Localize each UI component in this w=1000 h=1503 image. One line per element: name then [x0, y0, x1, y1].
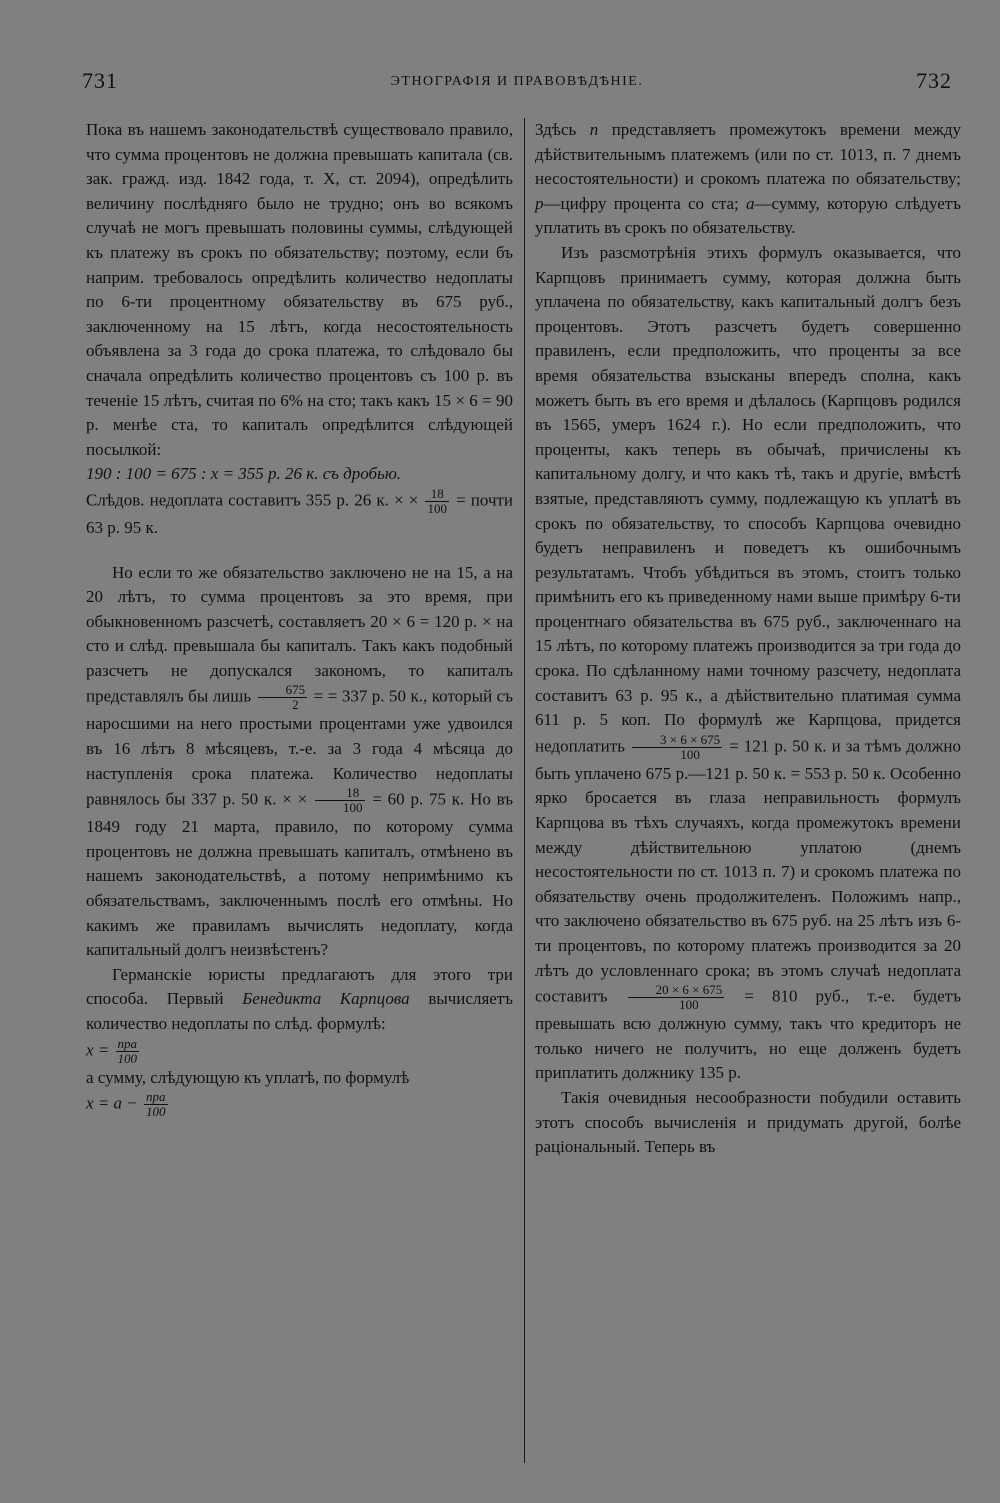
fraction-20x6x675: $\frac{20 \times 6 \times 675}{100}$ — [628, 983, 725, 1012]
right-paragraph-3: Такія очевидныя несообразности побудили оставить этотъ способъ вычисленія и придумать другой, болѣе раціональный. Теперь въ — [535, 1087, 961, 1157]
left-paragraph-1: Пока въ нашемъ законодательствѣ существовало правило, что сумма процентовъ не должна превышать капитала (св. зак. гражд. изд. 1842 года, т. X, ст. 2094), опредѣлить величину послѣдняго было не трудно; онъ во всякомъ случаѣ не могъ превышать половины суммы, слѣдующей къ платежу въ срокъ по обязательству; поэтому, если бъ наприм. требовалось опредѣлить количество недоплаты по 6-ти процентному обязательству въ 675 руб., заключенному на 15 лѣтъ, когда несостоятельность объявлена за 3 года до срока платежа, то слѣдовало бы сначала опредѣлить количество процентовъ съ 100 р. въ теченіе 15 лѣтъ, считая по 6% на сто; такъ какъ 15 × 6 = 90 р. менѣе ста, то капиталъ опредѣлится слѣдующей посылкой: — [86, 120, 513, 459]
fraction-18-100: $\frac{18}{100}$ — [427, 485, 447, 516]
fraction-675-2: $\frac{675}{2}$ — [258, 683, 308, 712]
left-paragraph-2: Слѣдов. недоплата составитъ 355 р. 26 к. × × $\frac{18}{100}$ = почти 63 р. 95 к. — [86, 485, 514, 537]
column-divider — [524, 118, 525, 1463]
left-column — [86, 118, 513, 1119]
page-number-left: 731 — [82, 68, 118, 93]
author-name: Бенедикта Карпцова — [242, 989, 410, 1009]
right-paragraph-1: Здѣсь n представляетъ промежутокъ времени между дѣйствительнымъ платежемъ (или по ст. 1013, п. 7 днемъ несостоятельности) и срокомъ платежа по обязательству; p—цифру процента со ста; a—сумму, которую слѣдуетъ уплатить въ срокъ по обязательству. — [535, 120, 962, 238]
fraction-3x6x675: $\frac{3 \times 6 \times 675}{100}$ — [632, 733, 722, 762]
left-paragraph-5: а сумму, слѣдующую къ уплатѣ, по формулѣ — [86, 1067, 410, 1087]
right-column — [535, 118, 961, 1160]
right-paragraph-2: Изъ разсмотрѣнія этихъ формулъ оказывается, что Карпцовъ принимаетъ сумму, которая должна быть уплачена по обязательству, какъ капитальный долгъ безъ процентовъ. Этотъ разсчетъ будетъ совершенно правиленъ, если предположить, что проценты за все время обязательства взысканы впередъ сполна, какъ можетъ быть въ его время и дѣлалось (Карпцовъ родился въ 1565, умеръ 1624 г.). Но если предположить, что проценты, какъ теперь въ обычаѣ, причислены къ капитальному долгу, и что какъ тѣ, такъ и другіе, вмѣстѣ взятые, представляютъ сумму, подлежащую къ уплатѣ въ срокъ по обязательству, то способъ Карпцова очевидно будетъ неправиленъ и поведетъ къ ошибочнымъ результатамъ. Чтобъ убѣдиться въ этомъ, стоитъ только примѣнить его къ приведенному нами выше примѣру 6-ти процентнаго обязательства въ 675 руб., заключеннаго на 15 лѣтъ, по которому платежъ производится за три года до срока. По сдѣланному нами точному разсчету, недоплата составитъ 63 р. 95 к., а дѣйствительно платимая сумма 611 р. 5 коп. По формулѣ же Карпцова, придется недоплатить $\frac{3 \times 6 \times 675}{100}$ = 121 р. 50 к. и за тѣмъ должно быть уплачено 675 р.—121 р. 50 к. = 553 р. 50 к. Особенно ярко бросается въ глаза неправильность формулъ Карпцова въ тѣхъ случаяхъ, когда промежутокъ времени между дѣйствительною уплатою (днемъ несостоятельности по ст. 1013 п. 7) и срокомъ платежа по обязательству очень продолжителенъ. Положимъ напр., что заключено обязательство въ 675 руб. на 25 лѣтъ изъ 6-ти процентовъ, по которому платежъ производится за 20 лѣтъ до условленнаго срока; въ этомъ случаѣ недоплата составитъ $\frac{20 \times 6 \times 675}{100}$ = 810 руб., т.-е. будетъ превышать всю должную сумму, такъ что кредиторъ не только ничего не получитъ, но еще долженъ будетъ приплатить должнику 135 р. — [535, 242, 962, 1083]
formula-1: x = npa 100 — [86, 1035, 138, 1066]
formula-2: x = a − npa 100 — [86, 1089, 166, 1120]
running-title: ЭТНОГРАФІЯ И ПРАВОВѢДѢНІЕ. — [390, 74, 644, 89]
equation-proportion: 190 : 100 = 675 : x = 355 р. 26 к. съ дробью. — [86, 464, 402, 484]
fraction-18-100-b: $\frac{18}{100}$ — [315, 786, 365, 815]
left-paragraph-3: Но если то же обязательство заключено не на 15, а на 20 лѣтъ, то сумма процентовъ за это время, при обыкновенномъ разсчетѣ, составляетъ 20 × 6 = 120 р. × на сто и слѣд. превышала бы капиталъ. Такъ какъ подобный разсчетъ не допускался закономъ, то капиталъ представлялъ бы лишь $\frac{675}{2}$ = = 337 р. 50 к., который съ наросшими на него простыми процентами уже удвоился въ 16 лѣтъ 8 мѣсяцевъ, т.-е. за 3 года 4 мѣсяца до наступленія срока платежа. Количество недоплаты равнялось бы 337 р. 50 к. × × $\frac{18}{100}$ = 60 р. 75 к. Но въ 1849 году 21 марта, правило, по которому сумма процентовъ не должна превышать капиталъ, отмѣнено въ нашемъ законодательствѣ, а потому непримѣнимо къ обязательствамъ, заключеннымъ послѣ его отмѣны. Но какимъ же правиламъ вычислять недоплату, когда капитальный долгъ неизвѣстенъ? — [86, 562, 514, 960]
running-header — [82, 68, 952, 98]
left-paragraph-4: Германскіе юристы предлагаютъ для этого три способа. Первый Бенедикта Карпцова вычисляетъ количество недоплаты по слѣд. формулѣ: — [86, 964, 514, 1033]
page-number-right: 732 — [916, 68, 952, 93]
